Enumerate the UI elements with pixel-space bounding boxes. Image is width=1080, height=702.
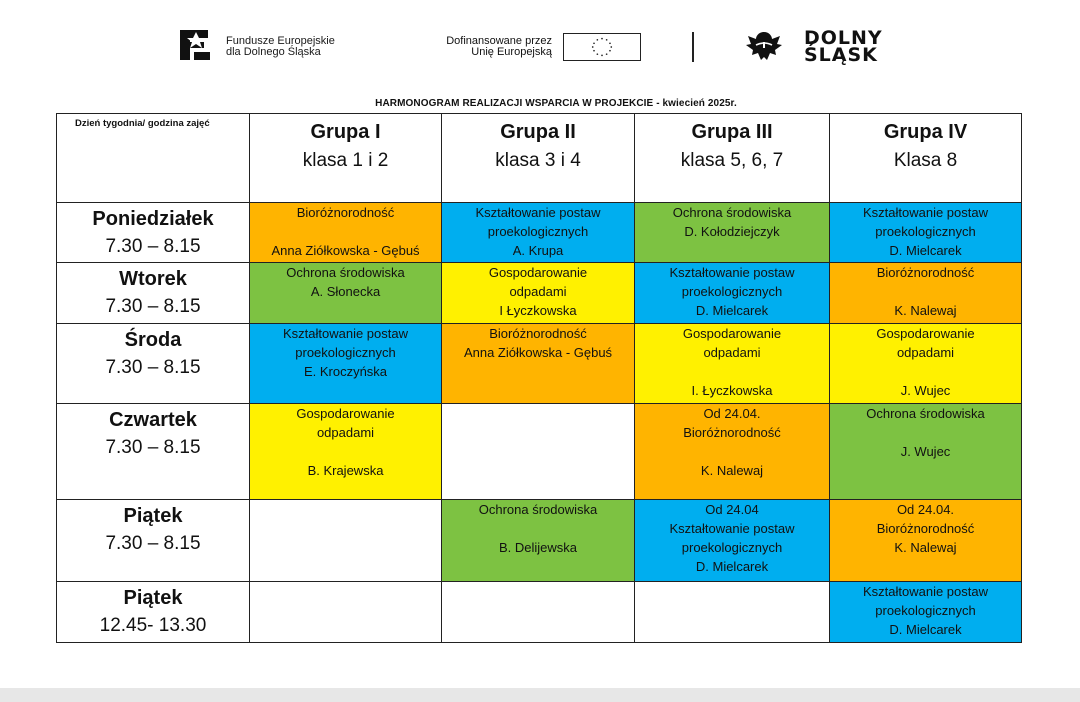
activity-cell [442,324,635,404]
activity-line: Bioróżnorodność [876,521,975,536]
activity-cell [635,203,830,263]
day-name: Poniedziałek [92,208,214,230]
activity-line: D. Kołodziejczyk [684,224,780,239]
activity-line: odpadami [316,425,375,440]
day-time: 7.30 – 8.15 [105,236,201,257]
ds-logo-line2: ŚLĄSK [804,44,878,66]
schedule-row [57,500,1022,582]
activity-line: K. Nalewaj [700,463,764,478]
day-cell [57,582,250,643]
activity-cell [442,263,635,324]
activity-line: Bioróżnorodność [489,326,587,341]
schedule-row [57,404,1022,500]
activity-line: D. Mielcarek [695,559,769,574]
group-class: klasa 3 i 4 [495,150,581,171]
activity-cell [442,203,635,263]
activity-line: D. Mielcarek [695,303,769,318]
schedule-row [57,582,1022,643]
activity-cell [250,203,442,263]
eu-logo-line1: Dofinansowane przez [446,35,552,47]
activity-line: Kształtowanie postaw [475,205,601,220]
activity-line: odpadami [703,345,761,360]
activity-line: Kształtowanie postaw [862,205,988,220]
schedule-row [57,263,1022,324]
activity-line: E. Kroczyńska [303,364,388,379]
activity-line: Gospodarowanie [488,265,588,280]
activity-cell [830,263,1022,324]
activity-cell [635,263,830,324]
dolny-slask-logo-text [804,27,883,66]
activity-line: proekologicznych [681,284,783,299]
activity-cell [635,500,830,582]
activity-line: Od 24.04 [705,502,759,517]
group-class: klasa 5, 6, 7 [680,150,784,171]
activity-line: proekologicznych [487,224,589,239]
eu-flag-icon [563,33,641,61]
activity-line: A. Słonecka [310,284,381,299]
activity-line: Ochrona środowiska [286,265,405,280]
day-cell [57,500,250,582]
day-cell [57,404,250,500]
activity-cell [250,324,442,404]
activity-line [250,442,441,461]
schedule-row [57,203,1022,263]
activity-line: Bioróżnorodność [876,265,975,280]
activity-line: Kształtowanie postaw [669,521,795,536]
day-name: Czwartek [109,409,197,431]
group-name: Grupa III [691,121,773,143]
logo-separator [692,32,694,62]
schedule-table [56,113,1022,643]
group-header-2 [442,114,635,203]
day-cell [57,324,250,404]
activity-line: A. Krupa [512,243,564,258]
activity-cell [250,404,442,500]
eu-logo-text [406,36,552,58]
activity-line: Gospodarowanie [876,326,975,341]
activity-line: Kształtowanie postaw [669,265,795,280]
fe-logo-line2: dla Dolnego Śląska [226,46,321,58]
day-cell [57,203,250,263]
activity-line: odpadami [896,345,955,360]
activity-cell [830,500,1022,582]
activity-line: odpadami [509,284,567,299]
activity-line [830,362,1021,381]
activity-line: proekologicznych [681,540,783,555]
activity-cell [635,582,830,643]
activity-cell [635,324,830,404]
group-header-4 [830,114,1022,203]
group-name: Grupa II [500,121,576,143]
activity-line: proekologicznych [875,603,976,618]
fe-logo-line1: Fundusze Europejskie [226,35,335,47]
activity-line: Anna Ziółkowska - Gębuś [463,345,613,360]
day-time: 12.45- 13.30 [99,615,207,636]
activity-line: Anna Ziółkowska - Gębuś [271,243,420,258]
day-name: Piątek [123,587,183,609]
group-header-3 [635,114,830,203]
fundusze-europejskie-logo-icon [178,26,214,64]
activity-line: Ochrona środowiska [672,205,792,220]
day-time: 7.30 – 8.15 [105,357,201,378]
activity-line: Bioróżnorodność [683,425,781,440]
day-name: Piątek [123,505,183,527]
header-row [57,114,1022,203]
activity-cell [830,582,1022,643]
group-class: klasa 1 i 2 [302,150,389,171]
activity-line [830,423,1021,442]
activity-line: proekologicznych [295,345,396,360]
day-time: 7.30 – 8.15 [105,437,201,458]
day-cell [57,263,250,324]
activity-line: D. Mielcarek [889,622,962,637]
activity-cell [830,324,1022,404]
activity-line: J. Wujec [900,444,951,459]
activity-line: Od 24.04. [703,406,761,421]
activity-line [635,362,829,381]
activity-cell [830,404,1022,500]
activity-line: I Łyczkowska [499,303,577,318]
group-header-1 [250,114,442,203]
activity-line: Gospodarowanie [296,406,395,421]
activity-line: K. Nalewaj [894,303,957,318]
activity-line: Bioróżnorodność [296,205,395,220]
activity-line: K. Nalewaj [894,540,957,555]
activity-line: Kształtowanie postaw [282,326,408,341]
activity-line: proekologicznych [875,224,976,239]
day-time: 7.30 – 8.15 [105,533,201,554]
activity-line: Od 24.04. [896,502,955,517]
eu-logo-line2: Unię Europejską [471,46,552,58]
schedule-row [57,324,1022,404]
activity-cell [442,500,635,582]
activity-line [442,519,634,538]
activity-line: Ochrona środowiska [866,406,985,421]
fe-logo-text [226,36,335,58]
corner-label: Dzień tygodnia/ godzina zajęć [57,114,250,203]
activity-line: B. Krajewska [307,463,384,478]
ds-logo-line1: DOLNY [804,27,883,49]
activity-line: Gospodarowanie [682,326,782,341]
activity-line: D. Mielcarek [889,243,962,258]
document-title: HARMONOGRAM REALIZACJI WSPARCIA W PROJEKCIE - kwiecień 2025r. [375,98,737,109]
activity-line: B. Delijewska [498,540,578,555]
activity-cell [250,500,442,582]
activity-cell [250,582,442,643]
activity-line [635,442,829,461]
group-name: Grupa I [310,121,381,143]
activity-cell [635,404,830,500]
activity-cell [830,203,1022,263]
activity-cell [442,582,635,643]
activity-line: I. Łyczkowska [691,383,773,398]
activity-line [830,282,1021,301]
activity-line: Kształtowanie postaw [862,584,988,599]
bottom-bar [0,688,1080,702]
activity-line [250,222,441,241]
group-class: Klasa 8 [893,150,958,171]
activity-line: J. Wujec [900,383,951,398]
day-name: Środa [124,329,182,351]
dolny-slask-eagle-icon [744,28,784,64]
day-time: 7.30 – 8.15 [105,296,201,317]
activity-cell [442,404,635,500]
group-name: Grupa IV [883,121,968,143]
day-name: Wtorek [119,268,187,290]
activity-cell [250,263,442,324]
activity-line: Ochrona środowiska [478,502,598,517]
